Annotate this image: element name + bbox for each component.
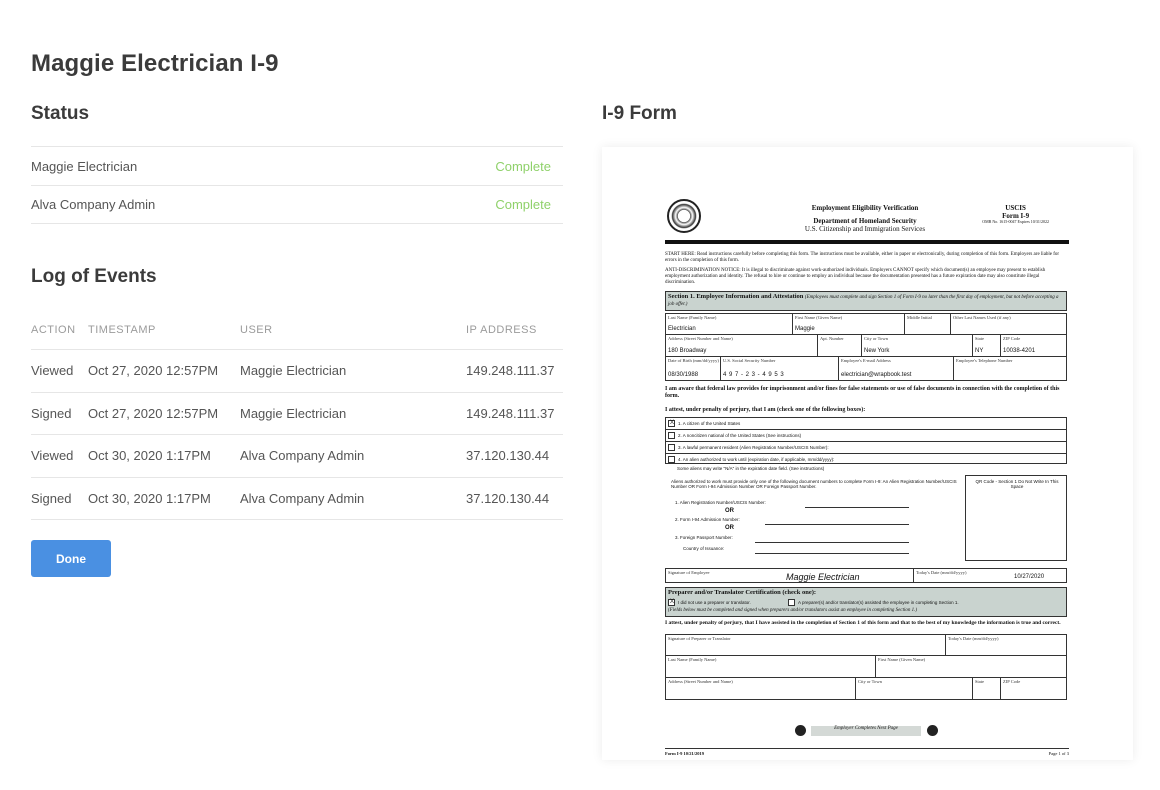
event-timestamp: Oct 27, 2020 12:57PM bbox=[88, 363, 219, 379]
preparer-title: Preparer and/or Translator Certification (check one): bbox=[668, 589, 817, 596]
or-label: OR bbox=[725, 508, 734, 514]
stop-icon bbox=[927, 725, 938, 736]
column-header-timestamp: TIMESTAMP bbox=[88, 323, 156, 336]
passport-label: 3. Foreign Passport Number: bbox=[675, 535, 733, 540]
form-heading: I-9 Form bbox=[602, 103, 677, 124]
event-user: Alva Company Admin bbox=[240, 490, 365, 506]
preparer-attest: I attest, under penalty of perjury, that I have assisted in the completion of Section 1 of this form and that to the best of my knowledge the information is true and correct. bbox=[665, 620, 1061, 626]
dob-value: 08/30/1988 bbox=[668, 372, 699, 379]
field-label: City or Town bbox=[858, 679, 882, 684]
name-row bbox=[665, 313, 1067, 335]
signature-row bbox=[665, 568, 1067, 583]
qr-code-text: QR Code - Section 1 Do Not Write In This Space bbox=[975, 479, 1059, 490]
event-ip: 149.248.111.37 bbox=[466, 405, 555, 421]
employee-signature: Maggie Electrician bbox=[786, 571, 860, 582]
table-row bbox=[31, 435, 563, 478]
preparer-name-row bbox=[665, 656, 1067, 678]
event-timestamp: Oct 30, 2020 1:17PM bbox=[88, 448, 211, 464]
state-value: NY bbox=[975, 348, 984, 355]
field-label: Today's Date (mm/dd/yyyy) bbox=[948, 636, 999, 641]
signature-date: 10/27/2020 bbox=[1014, 574, 1045, 581]
event-action: Signed bbox=[31, 490, 72, 506]
next-page-banner bbox=[795, 725, 940, 737]
citizenship-checkbox[interactable] bbox=[668, 444, 675, 451]
table-row bbox=[31, 350, 563, 393]
field-label: Employee's Telephone Number bbox=[956, 358, 1013, 363]
uscis-block bbox=[982, 204, 1049, 225]
contact-row bbox=[665, 357, 1067, 381]
form-footer-right: Page 1 of 3 bbox=[1048, 751, 1069, 756]
field-label: State bbox=[975, 336, 984, 341]
anti-discrimination-text: ANTI-DISCRIMINATION NOTICE: It is illegal to discriminate against work-authorized individuals. Employers CANNOT specify which document(s) an employee may present to establish employment authorization and identity. The refusal to hire or continue to employ an individual because the documentation presented has a future expiration date may also constitute illegal discrimination. bbox=[665, 268, 1046, 285]
preparer-option: I did not use a preparer or translator. bbox=[678, 599, 751, 605]
status-signer-name: Maggie Electrician bbox=[31, 158, 138, 174]
section1-header bbox=[665, 291, 1067, 311]
field-label: Apt. Number bbox=[820, 336, 844, 341]
qr-code-box bbox=[965, 475, 1067, 561]
citizenship-option: 2. A noncitizen national of the United States (See instructions) bbox=[678, 433, 802, 438]
event-action: Signed bbox=[31, 405, 72, 421]
column-header-user: USER bbox=[240, 323, 273, 336]
next-page-text: Employer Completes Next Page bbox=[811, 726, 921, 736]
underline bbox=[765, 524, 909, 525]
page-title: Maggie Electrician I-9 bbox=[31, 50, 279, 77]
field-label: First Name (Given Name) bbox=[878, 657, 926, 662]
aware-text: I am aware that federal law provides for imprisonment and/or fines for false statements or use of false documents in connection with the completion of this form. bbox=[665, 386, 1060, 399]
status-row bbox=[31, 185, 563, 224]
preparer-address-row bbox=[665, 678, 1067, 700]
field-label: Signature of Employee bbox=[668, 570, 710, 575]
ssn-value: 4 9 7 - 2 3 - 4 9 5 3 bbox=[723, 372, 785, 379]
field-label: ZIP Code bbox=[1003, 336, 1021, 341]
field-label: Date of Birth (mm/dd/yyyy) bbox=[668, 358, 719, 363]
address-row bbox=[665, 335, 1067, 357]
underline bbox=[755, 542, 909, 543]
field-label: State bbox=[975, 679, 984, 684]
citizenship-option: 1. A citizen of the United States bbox=[678, 421, 741, 426]
section1-title: Section 1. Employee Information and Attestation bbox=[668, 293, 804, 300]
form-department: Department of Homeland Security bbox=[813, 217, 917, 226]
divider bbox=[665, 240, 1069, 244]
event-user: Maggie Electrician bbox=[240, 405, 347, 421]
field-label: Today's Date (mm/dd/yyyy) bbox=[916, 570, 967, 575]
event-timestamp: Oct 27, 2020 12:57PM bbox=[88, 405, 219, 421]
document-title bbox=[745, 204, 985, 233]
citizenship-option: 3. A lawful permanent resident (Alien Registration Number/USCIS Number): bbox=[678, 445, 829, 450]
alien-number-label: 1. Alien Registration Number/USCIS Number: bbox=[675, 500, 766, 505]
field-label: Other Last Names Used (if any) bbox=[953, 315, 1011, 320]
event-action: Viewed bbox=[31, 363, 74, 379]
field-label: First Name (Given Name) bbox=[795, 315, 843, 320]
field-label: Signature of Preparer or Translator bbox=[668, 636, 731, 641]
preparer-checkbox[interactable] bbox=[668, 599, 675, 606]
citizenship-option: 4. An alien authorized to work until (expiration date, if applicable, mm/dd/yyyy): bbox=[678, 457, 835, 462]
field-label: Address (Street Number and Name) bbox=[668, 336, 733, 341]
or-label: OR bbox=[725, 525, 734, 531]
uscis-label: USCIS bbox=[1005, 204, 1026, 212]
preparer-sig-row bbox=[665, 634, 1067, 656]
event-action: Viewed bbox=[31, 448, 74, 464]
done-button[interactable]: Done bbox=[31, 540, 111, 577]
field-label: Middle Initial bbox=[907, 315, 932, 320]
omb-number: OMB No. 1615-0047 Expires 10/31/2022 bbox=[982, 219, 1049, 225]
dhs-seal-icon bbox=[667, 199, 701, 233]
divider bbox=[665, 748, 1069, 749]
status-value: Complete bbox=[495, 197, 551, 212]
events-table-header bbox=[31, 310, 563, 350]
events-table bbox=[31, 310, 563, 520]
first-name-value: Maggie bbox=[795, 326, 815, 333]
city-value: New York bbox=[864, 348, 890, 355]
i94-label: 2. Form I-94 Admission Number: bbox=[675, 517, 740, 522]
i9-form-preview[interactable] bbox=[602, 147, 1133, 760]
alien-note: Some aliens may write "N/A" in the expiration date field. (See instructions) bbox=[677, 466, 825, 471]
field-label: ZIP Code bbox=[1003, 679, 1021, 684]
citizenship-checkbox[interactable] bbox=[668, 420, 675, 427]
column-header-action: ACTION bbox=[31, 323, 76, 336]
field-label: U.S. Social Security Number bbox=[723, 358, 776, 363]
event-ip: 37.120.130.44 bbox=[466, 448, 550, 464]
country-label: Country of Issuance: bbox=[683, 546, 725, 551]
status-heading: Status bbox=[31, 103, 90, 124]
underline bbox=[755, 553, 909, 554]
status-list bbox=[31, 146, 563, 224]
section1-note: (Employees must complete and sign Section 1 of Form I-9 no later than the first day of employment, but not before accepting a job offer.) bbox=[668, 295, 1059, 307]
event-user: Alva Company Admin bbox=[240, 448, 365, 464]
status-signer-name: Alva Company Admin bbox=[31, 197, 156, 212]
table-row bbox=[31, 478, 563, 521]
citizenship-checkbox[interactable] bbox=[668, 432, 675, 439]
attest-text: I attest, under penalty of perjury, that I am (check one of the following boxes): bbox=[665, 407, 866, 413]
form-number: Form I-9 bbox=[1002, 212, 1030, 221]
form-title: Employment Eligibility Verification bbox=[811, 204, 919, 212]
last-name-value: Electrician bbox=[668, 326, 696, 333]
email-value: electrician@wrapbook.test bbox=[841, 372, 912, 379]
preparer-note: (Fields below must be completed and signed when preparers and/or translators assist an employee in completing Section 1.) bbox=[668, 607, 918, 613]
event-timestamp: Oct 30, 2020 1:17PM bbox=[88, 490, 211, 506]
field-label: Last Name (Family Name) bbox=[668, 315, 717, 320]
stop-icon bbox=[795, 725, 806, 736]
underline bbox=[805, 507, 909, 508]
status-row bbox=[31, 146, 563, 185]
field-label: Address (Street Number and Name) bbox=[668, 679, 733, 684]
event-ip: 37.120.130.44 bbox=[466, 490, 550, 506]
zip-value: 10038-4201 bbox=[1003, 348, 1036, 355]
field-label: City or Town bbox=[864, 336, 888, 341]
form-agency: U.S. Citizenship and Immigration Services bbox=[804, 225, 926, 234]
start-here-text: START HERE: Read instructions carefully before completing this form. The instructions must be available, either in paper or electronically, during completion of this form. Employers are liable for errors in the completion of this form. bbox=[665, 252, 1060, 263]
aliens-instructions: Aliens authorized to work must provide only one of the following document numbers to complete Form I-9: An Alien Registration Number/USCIS Number OR Form I-94 Admission Number OR Foreign Passport Number. bbox=[671, 479, 957, 490]
field-label: Last Name (Family Name) bbox=[668, 657, 717, 662]
log-heading: Log of Events bbox=[31, 266, 157, 287]
column-header-ip: IP ADDRESS bbox=[466, 323, 537, 336]
preparer-checkbox[interactable] bbox=[788, 599, 795, 606]
form-footer-left: Form I-9 10/21/2019 bbox=[665, 751, 704, 756]
table-row bbox=[31, 393, 563, 436]
status-value: Complete bbox=[495, 158, 551, 174]
address-value: 180 Broadway bbox=[668, 348, 707, 355]
field-label: Employee's E-mail Address bbox=[841, 358, 891, 363]
event-ip: 149.248.111.37 bbox=[466, 363, 555, 379]
preparer-option: A preparer(s) and/or translator(s) assisted the employee in completing Section 1. bbox=[798, 599, 959, 605]
citizenship-checkbox[interactable] bbox=[668, 456, 675, 463]
preparer-header bbox=[665, 587, 1067, 617]
citizenship-options bbox=[665, 417, 1067, 464]
event-user: Maggie Electrician bbox=[240, 363, 347, 379]
